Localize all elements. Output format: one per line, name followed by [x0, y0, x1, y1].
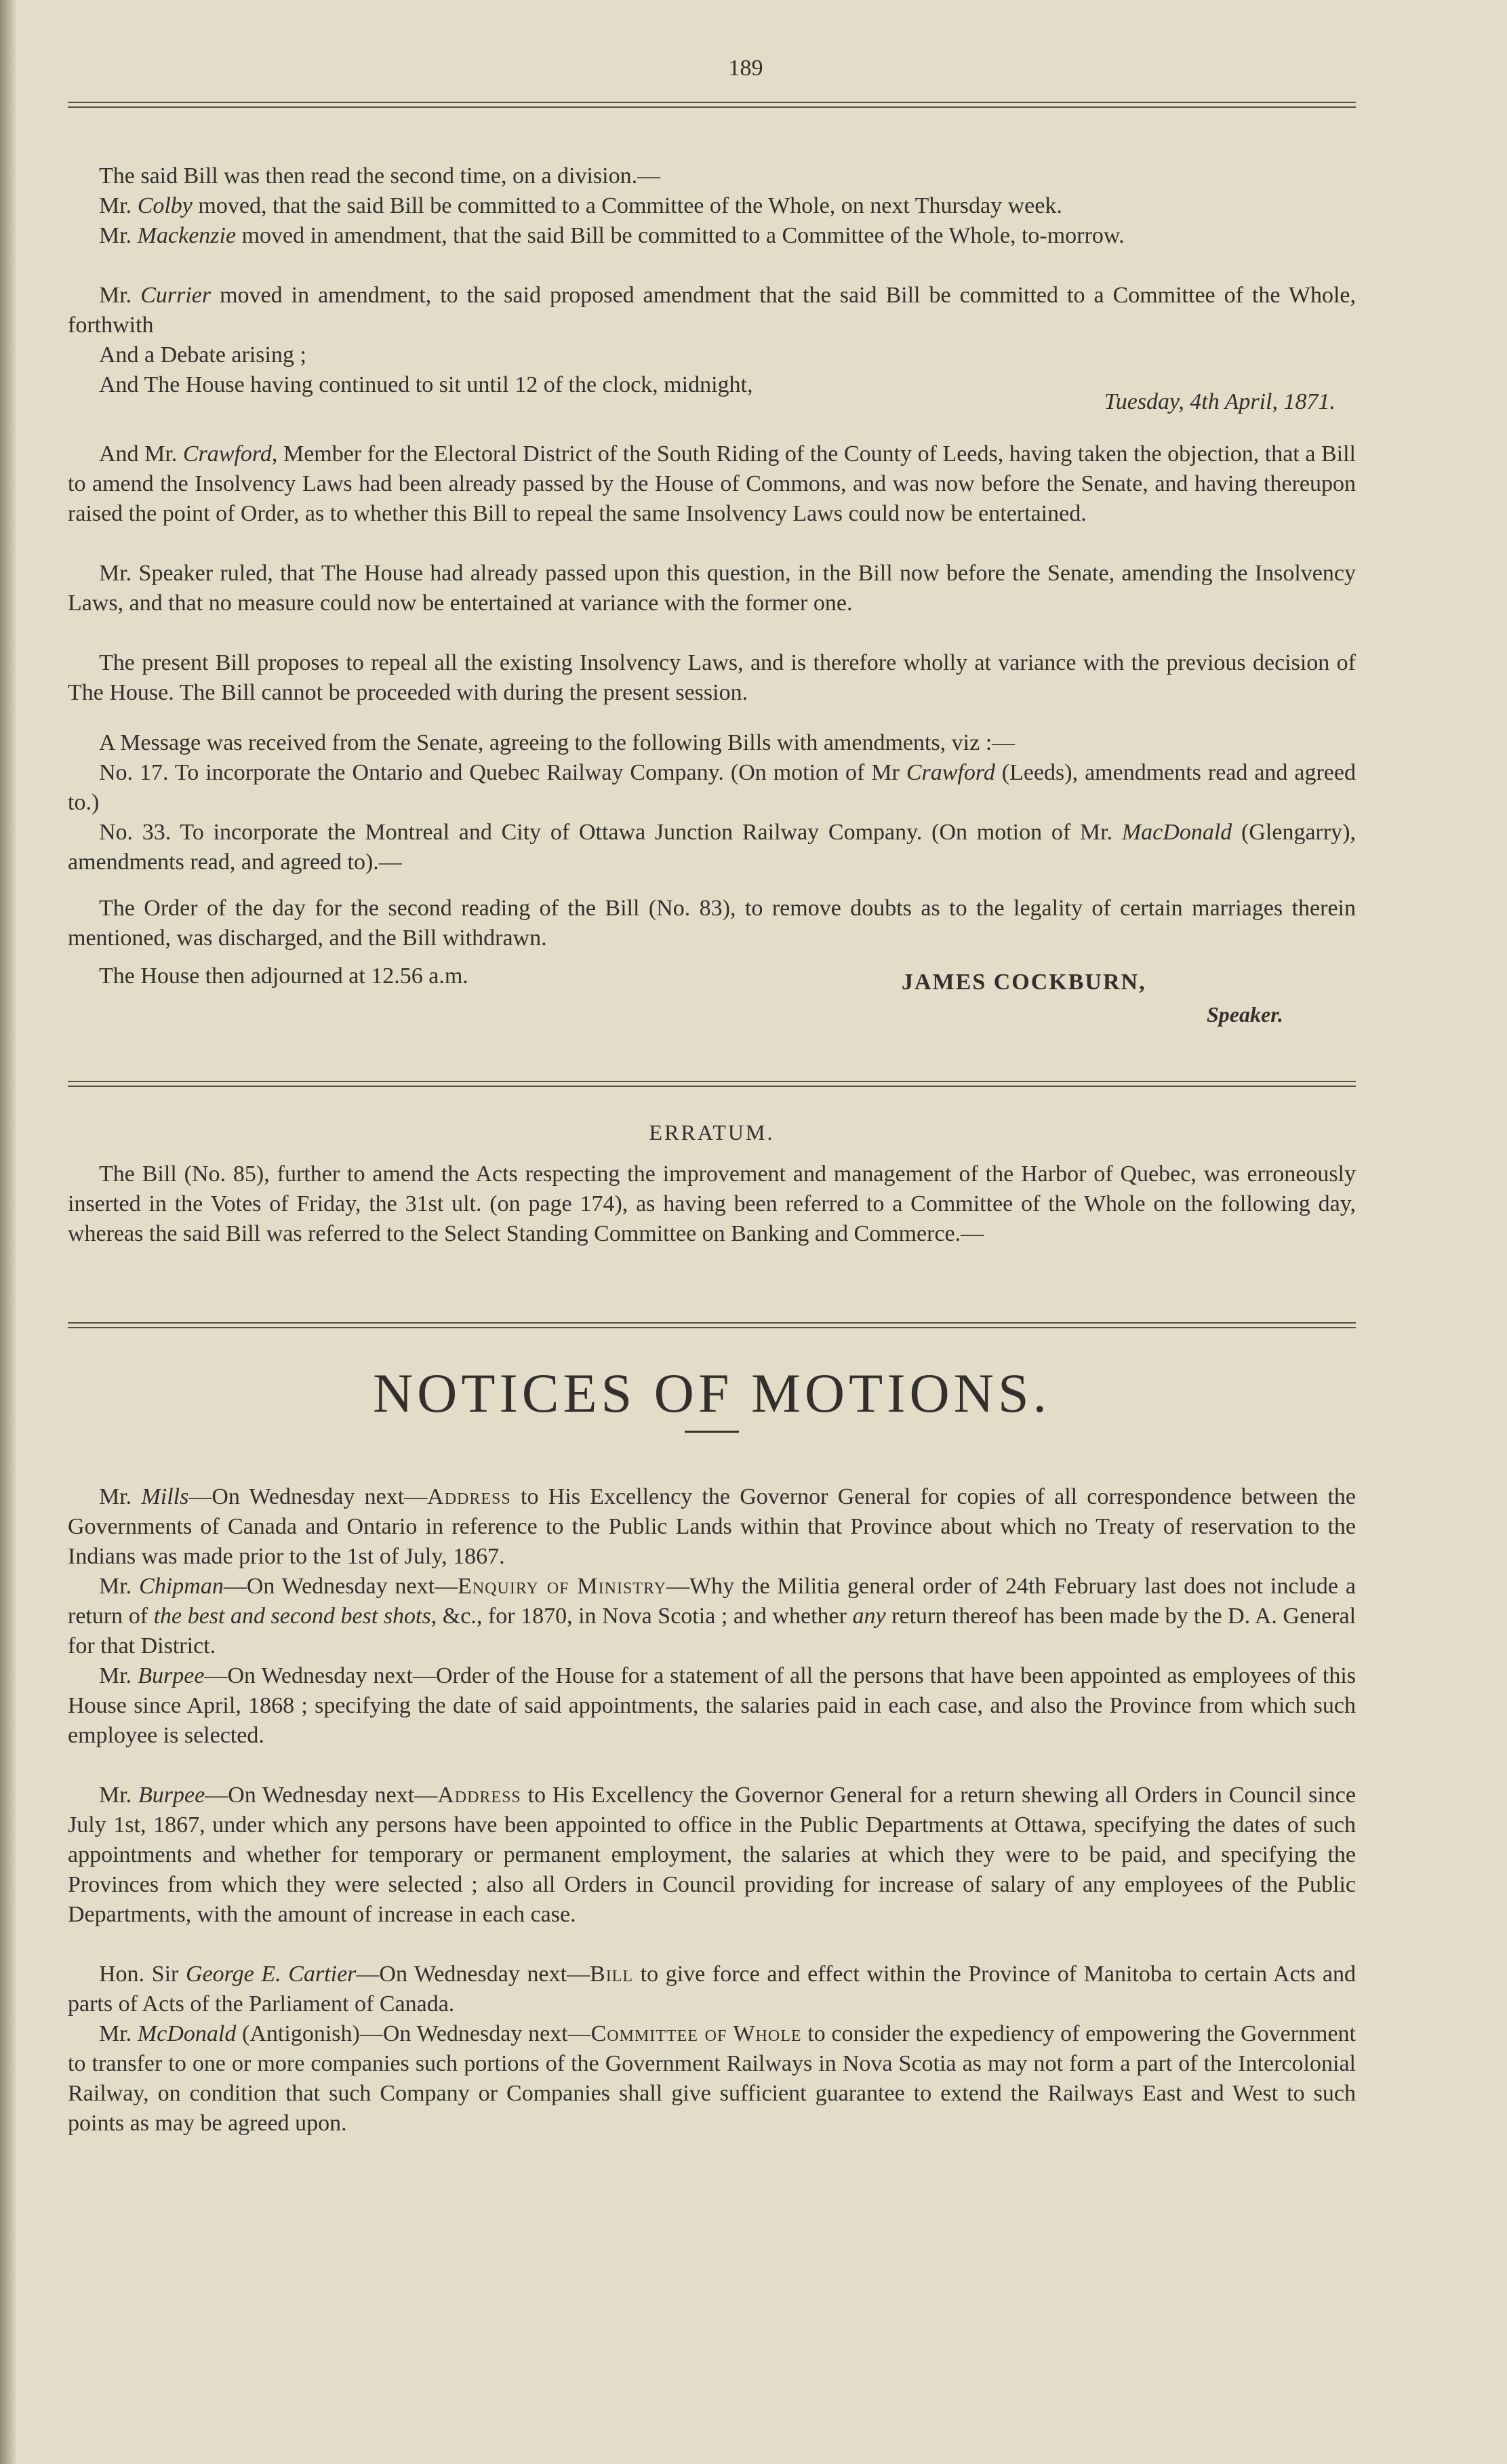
binding-edge [0, 0, 16, 2464]
notices-heading: NOTICES OF MOTIONS. [372, 1362, 1051, 1424]
notices-underline [685, 1431, 739, 1433]
date-line: Tuesday, 4th April, 1871. [1104, 389, 1335, 414]
colby-motion-paragraph: Mr. Colby moved, that the said Bill be committed to a Committee of the Whole, on next Thursday week. [99, 193, 1062, 218]
adjournment-paragraph: The House then adjourned at 12.56 a.m. [99, 963, 468, 989]
crawford-objection-paragraph: And Mr. Crawford, Member for the Electoral District of the South Riding of the County of Leeds, having taken the objection, that a Bill to amend the Insolvency Laws had been already passed by the House of Commons, and was now before the Senate, and having thereupon raised the point of Order, as to whether this Bill to repeal the same Insolvency Laws could now be entertained. [68, 441, 1356, 526]
senate-message-paragraph: A Message was received from the Senate, agreeing to the following Bills with amendments, viz :— [99, 730, 1016, 755]
bill-33-paragraph: No. 33. To incorporate the Montreal and City of Ottawa Junction Railway Company. (On motion of Mr. MacDonald (Glengarry), amendments read, and agreed to).— [68, 820, 1356, 875]
notice-burpee-2: Mr. Burpee—On Wednesday next—Address to His Excellency the Governor General for a return shewing all Orders in Council since July 1st, 1867, under which any persons have been appointed to office in the Public Departments at Ottawa, specifying the dates of such appointments and whether for temporary or permanent employment, the salaries at which they were to be paid, and specifying the Provinces from which they were selected ; also all Orders in Council providing for increase of salary of any employees of the Public Departments, with the amount of increase in each case. [68, 1783, 1356, 1927]
notices-rule [68, 1322, 1356, 1328]
order-of-day-paragraph: The Order of the day for the second reading of the Bill (No. 83), to remove doubts as to the legality of certain marriages therein mentioned, was discharged, and the Bill withdrawn. [68, 896, 1356, 951]
notice-chipman: Mr. Chipman—On Wednesday next—Enquiry of Ministry—Why the Militia general order of 24th February last does not include a return of the best and second best shots, &c., for 1870, in Nova Scotia ; and whether any return thereof has been made by the D. A. General for that District. [68, 1574, 1357, 1658]
signature-title: Speaker. [1207, 1002, 1283, 1027]
notice-cartier: Hon. Sir George E. Cartier—On Wednesday next—Bill to give force and effect within the Province of Manitoba to certain Acts and parts of Acts of the Parliament of Canada. [68, 1962, 1356, 2016]
signature-name: JAMES COCKBURN, [902, 970, 1146, 995]
erratum-paragraph: The Bill (No. 85), further to amend the Acts respecting the improvement and management of the Harbor of Quebec, was erroneously inserted in the Votes of Friday, the 31st ult. (on page 174), as having been referred to a Committee of the Whole on the following day, whereas the said Bill was referred to the Select Standing Committee on Banking and Commerce.— [68, 1161, 1356, 1246]
mackenzie-amendment-paragraph: Mr. Mackenzie moved in amendment, that the said Bill be committed to a Committee of the Whole, to-morrow. [99, 223, 1125, 248]
second-reading-paragraph: The said Bill was then read the second time, on a division.— [99, 163, 661, 188]
debate-paragraph: And a Debate arising ; [99, 342, 306, 367]
present-bill-paragraph: The present Bill proposes to repeal all the existing Insolvency Laws, and is therefore wholly at variance with the previous decision of The House. The Bill cannot be proceeded with during the present session. [68, 650, 1356, 705]
notice-burpee-1: Mr. Burpee—On Wednesday next—Order of the House for a statement of all the persons that have been appointed as employees of this House since April, 1868 ; specifying the date of said appointments, the salaries paid in each case, and also the Province from which such employee is selected. [68, 1663, 1357, 1748]
house-sitting-paragraph: And The House having continued to sit until 12 of the clock, midnight, [99, 372, 753, 397]
page-number: 189 [728, 56, 763, 81]
section-rule [68, 1081, 1356, 1087]
header-rule [68, 102, 1356, 108]
notice-mcdonald: Mr. McDonald (Antigonish)—On Wednesday next—Committee of Whole to consider the expediency of empowering the Government to transfer to one or more companies such portions of the Government Railways in Nova Scotia as may not form a part of the Intercolonial Railway, on condition that such Company or Companies shall give sufficient guarantee to extend the Railways East and West to such points as may be agreed upon. [68, 2021, 1356, 2136]
currier-amendment-paragraph: Mr. Currier moved in amendment, to the said proposed amendment that the said Bill be committed to a Committee of the Whole, forthwith [68, 283, 1356, 338]
notice-mills: Mr. Mills—On Wednesday next—Address to His Excellency the Governor General for copies of all correspondence between the Governments of Canada and Ontario in reference to the Public Lands within that Province about which no Treaty of reservation to the Indians was made prior to the 1st of July, 1867. [68, 1484, 1356, 1569]
speaker-ruling-paragraph: Mr. Speaker ruled, that The House had already passed upon this question, in the Bill now before the Senate, amending the Insolvency Laws, and that no measure could now be entertained at variance with the former one. [68, 561, 1356, 616]
bill-17-paragraph: No. 17. To incorporate the Ontario and Quebec Railway Company. (On motion of Mr Crawford (Leeds), amendments read and agreed to.) [68, 760, 1356, 815]
erratum-heading: ERRATUM. [649, 1120, 775, 1145]
